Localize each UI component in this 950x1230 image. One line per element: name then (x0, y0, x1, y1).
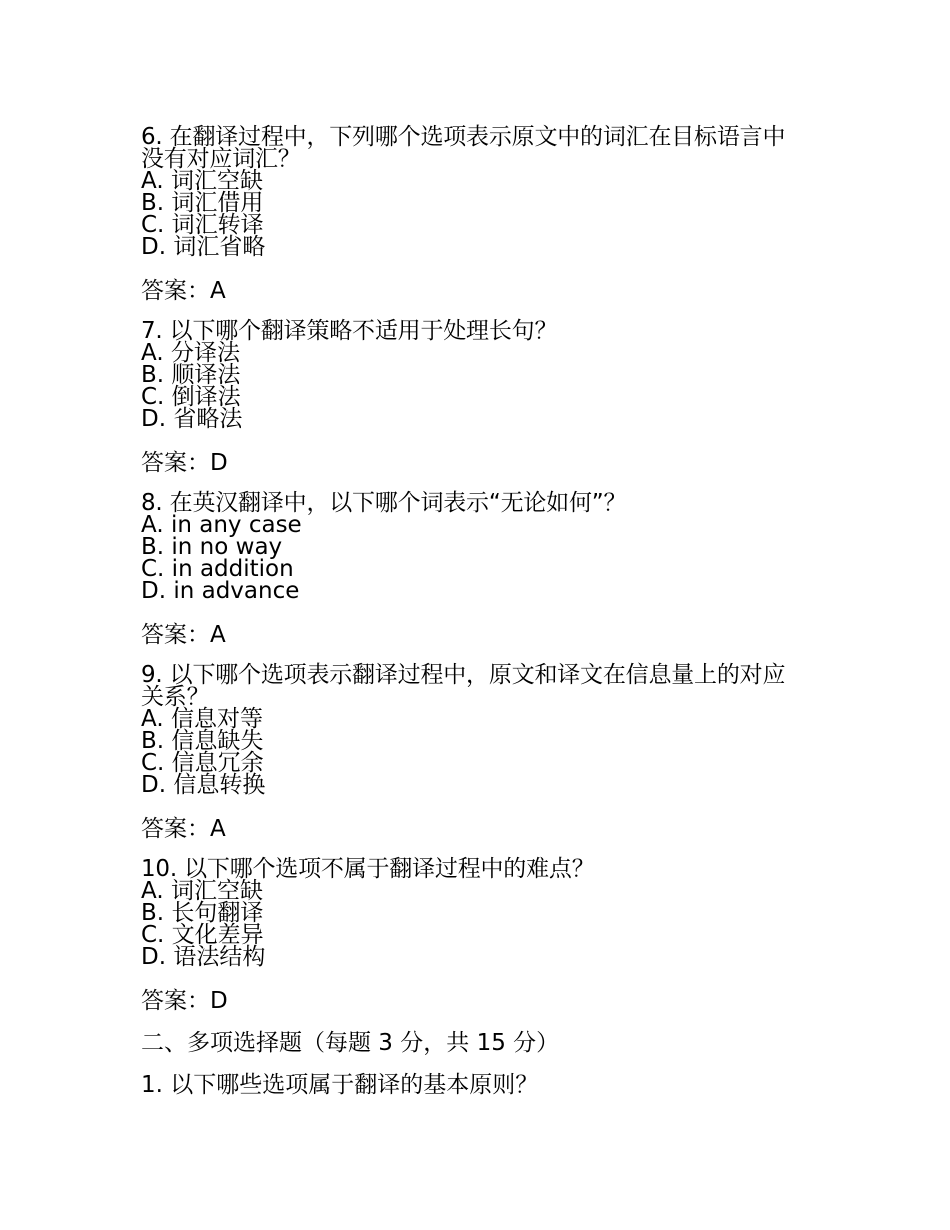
question-10 (141, 858, 801, 1014)
option-a: A. 词汇空缺 (141, 878, 263, 904)
option-b: B. 长句翻译 (141, 900, 264, 926)
question-stem: 6. 在翻译过程中，下列哪个选项表示原文中的词汇在目标语言中没有对应词汇？ (141, 124, 786, 172)
question-9 (141, 664, 801, 842)
option-b: B. 词汇借用 (141, 190, 264, 216)
answer-line: 答案：D (141, 988, 228, 1014)
question-stem: 7. 以下哪个翻译策略不适用于处理长句？ (141, 318, 558, 344)
question-stem: 8. 在英汉翻译中，以下哪个词表示“无论如何”？ (141, 490, 627, 516)
option-a: A. 分译法 (141, 340, 240, 366)
section-heading: 二、多项选择题（每题 3 分，共 15 分） (141, 1030, 560, 1056)
option-d: D. 省略法 (141, 406, 243, 432)
answer-line: 答案：A (141, 622, 226, 648)
option-a: A. 信息对等 (141, 706, 263, 732)
question-6 (141, 126, 801, 304)
question-stem: 10. 以下哪个选项不属于翻译过程中的难点？ (141, 856, 595, 882)
answer-line: 答案：D (141, 450, 228, 476)
option-c: C. 倒译法 (141, 384, 241, 410)
question-8 (141, 492, 801, 648)
question-stem: 9. 以下哪个选项表示翻译过程中，原文和译文在信息量上的对应关系？ (141, 662, 786, 710)
option-d: D. 信息转换 (141, 772, 266, 798)
question-7 (141, 320, 801, 476)
option-c: C. 文化差异 (141, 922, 264, 948)
next-question-stem: 1. 以下哪些选项属于翻译的基本原则？ (141, 1072, 539, 1098)
option-d: D. in advance (141, 578, 300, 604)
option-b: B. in no way (141, 534, 283, 560)
document-page (141, 126, 801, 1098)
option-c: C. 信息冗余 (141, 750, 264, 776)
option-c: C. 词汇转译 (141, 212, 264, 238)
option-c: C. in addition (141, 556, 294, 582)
option-b: B. 顺译法 (141, 362, 241, 388)
answer-line: 答案：A (141, 816, 226, 842)
option-d: D. 语法结构 (141, 944, 266, 970)
option-b: B. 信息缺失 (141, 728, 264, 754)
option-a: A. in any case (141, 512, 302, 538)
answer-line: 答案：A (141, 278, 226, 304)
option-d: D. 词汇省略 (141, 234, 266, 260)
option-a: A. 词汇空缺 (141, 168, 263, 194)
